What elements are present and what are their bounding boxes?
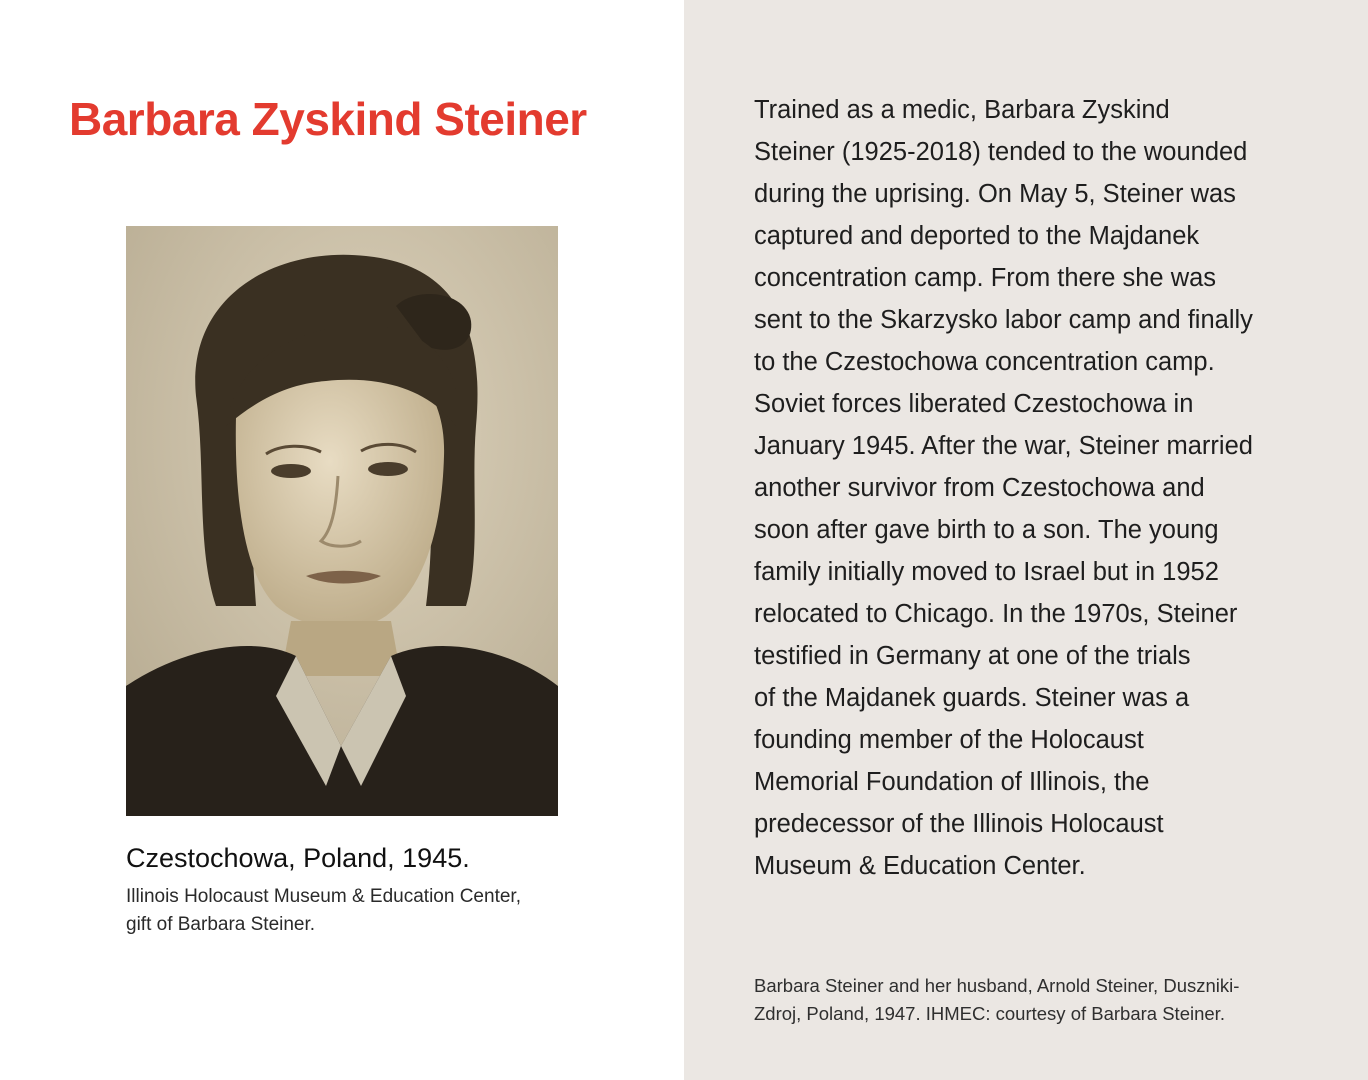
biography-line: another survivor from Czestochowa and (754, 474, 1205, 502)
page-title: Barbara Zyskind Steiner (69, 93, 587, 145)
biography-line: Steiner (1925-2018) tended to the wounded (754, 138, 1248, 166)
biography-line: to the Czestochowa concentration camp. (754, 348, 1215, 376)
portrait-photo (126, 226, 558, 816)
photo-caption-title: Czestochowa, Poland, 1945. (126, 843, 470, 873)
biography-line: family initially moved to Israel but in 1952 (754, 558, 1219, 586)
side-caption (754, 972, 1314, 1028)
biography-line: testified in Germany at one of the trials (754, 642, 1191, 670)
biography-line: Museum & Education Center. (754, 852, 1086, 880)
biography-line: Memorial Foundation of Illinois, the (754, 768, 1150, 796)
biography-line: concentration camp. From there she was (754, 264, 1217, 292)
biography-line: during the uprising. On May 5, Steiner was (754, 180, 1236, 208)
biography-line: predecessor of the Illinois Holocaust (754, 810, 1164, 838)
biography-line: sent to the Skarzysko labor camp and finally (754, 306, 1253, 334)
biography-text (754, 89, 1314, 887)
photo-credit-line: Illinois Holocaust Museum & Education Center, (126, 886, 521, 907)
biography-line: Soviet forces liberated Czestochowa in (754, 390, 1194, 418)
biography-line: of the Majdanek guards. Steiner was a (754, 684, 1190, 712)
side-caption-line: Barbara Steiner and her husband, Arnold Steiner, Duszniki- (754, 975, 1240, 996)
photo-credit-line: gift of Barbara Steiner. (126, 914, 316, 935)
side-caption-line: Zdroj, Poland, 1947. IHMEC: courtesy of Barbara Steiner. (754, 1003, 1225, 1024)
biography-line: relocated to Chicago. In the 1970s, Steiner (754, 600, 1238, 628)
biography-line: January 1945. After the war, Steiner married (754, 432, 1253, 460)
biography-line: founding member of the Holocaust (754, 726, 1144, 754)
photo-credit (126, 883, 586, 939)
biography-line: soon after gave birth to a son. The young (754, 516, 1219, 544)
biography-line: captured and deported to the Majdanek (754, 222, 1200, 250)
biography-line: Trained as a medic, Barbara Zyskind (754, 96, 1170, 124)
